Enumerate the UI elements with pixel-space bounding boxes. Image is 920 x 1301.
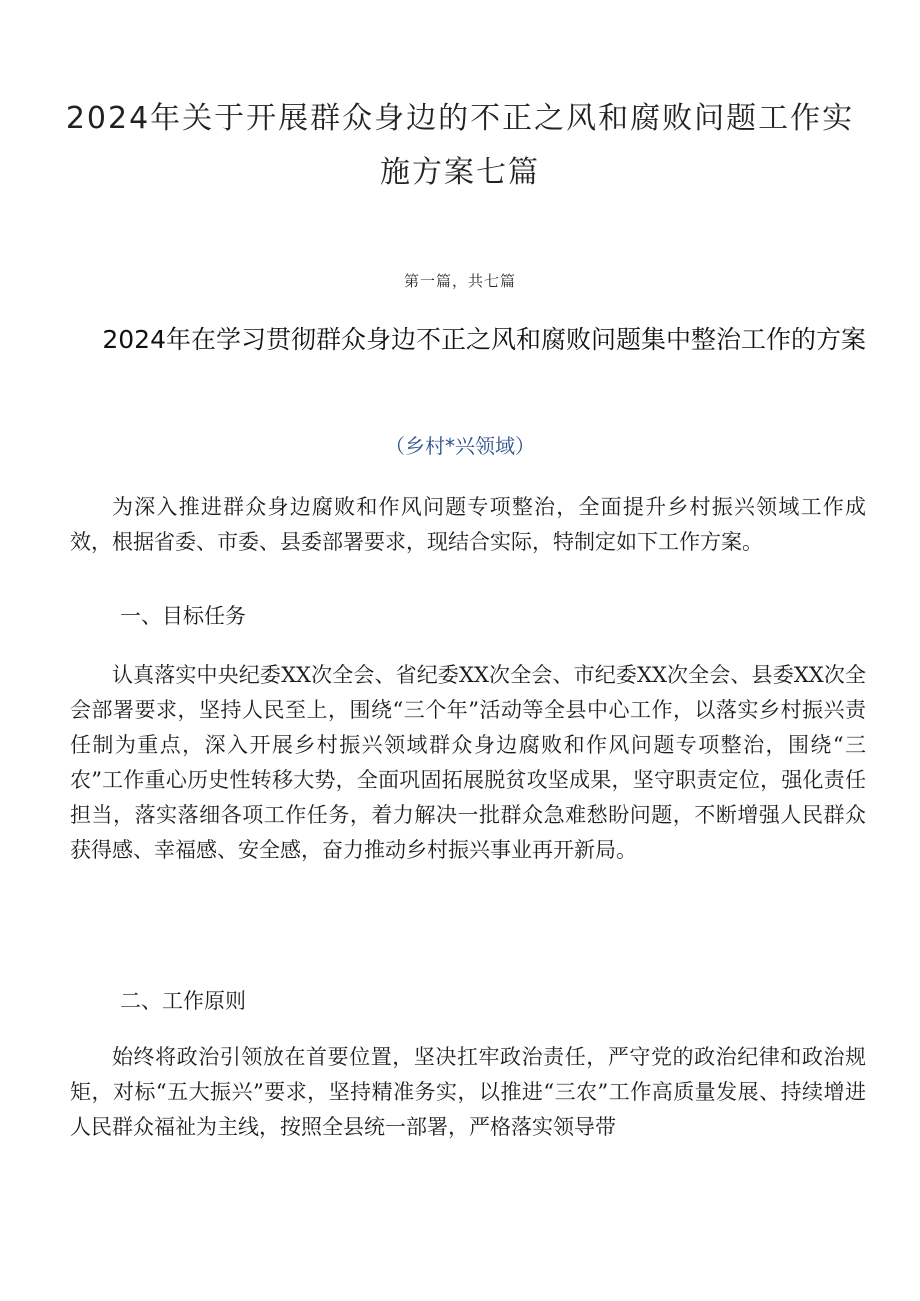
document-title: 2024年关于开展群众身边的不正之风和腐败问题工作实施方案七篇 xyxy=(65,101,855,190)
part-label: 第一篇，共七篇 xyxy=(403,272,516,290)
section-heading-principles: 二、工作原则 xyxy=(120,989,246,1013)
section-heading-goals: 一、目标任务 xyxy=(120,604,246,628)
document-subtitle: 2024年在学习贯彻群众身边不正之风和腐败问题集中整治工作的方案 xyxy=(102,325,866,354)
field-label: （乡村*兴领域） xyxy=(385,434,535,458)
section-body-goals: 认真落实中央纪委XX次全会、省纪委XX次全会、市纪委XX次全会、县委XX次全会部署要求，坚持人民至上，围绕“三个年”活动等全县中心工作，以落实乡村振兴责任制为重点，深入开展乡村振兴领域群众身边腐败和作风问题专项整治，围绕“三农”工作重心历史性转移大势，全面巩固拓展脱贫攻坚成果，坚守职责定位，强化责任担当，落实落细各项工作任务，着力解决一批群众急难愁盼问题，不断增强人民群众获得感、幸福感、安全感，奋力推动乡村振兴事业再开新局。 xyxy=(70,663,866,862)
intro-paragraph: 为深入推进群众身边腐败和作风问题专项整治，全面提升乡村振兴领域工作成效，根据省委、市委、县委部署要求，现结合实际，特制定如下工作方案。 xyxy=(70,495,866,554)
section-body-principles: 始终将政治引领放在首要位置，坚决扛牢政治责任，严守党的政治纪律和政治规矩，对标“五大振兴”要求，坚持精准务实，以推进“三农”工作高质量发展、持续增进人民群众福祉为主线，按照全县统一部署，严格落实领导带 xyxy=(70,1045,866,1139)
